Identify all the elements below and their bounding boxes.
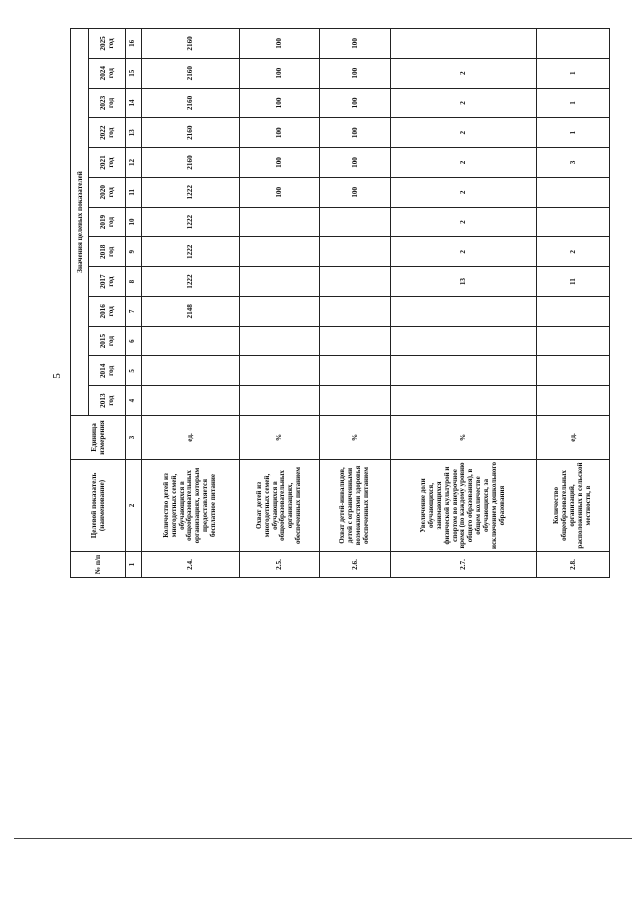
value-cell bbox=[390, 326, 536, 356]
value-cell: 2 bbox=[390, 58, 536, 88]
column-number: 8 bbox=[125, 267, 141, 297]
value-cell bbox=[390, 386, 536, 416]
header-year: 2016 год bbox=[89, 296, 126, 326]
column-number: 16 bbox=[125, 29, 141, 59]
value-cell: 100 bbox=[239, 29, 319, 59]
header-year: 2017 год bbox=[89, 267, 126, 297]
page-number: 5 bbox=[50, 373, 63, 379]
value-cell bbox=[390, 29, 536, 59]
column-number: 3 bbox=[125, 416, 141, 460]
column-number: 11 bbox=[125, 177, 141, 207]
value-cell: 2 bbox=[390, 88, 536, 118]
value-cell bbox=[239, 326, 319, 356]
value-cell: 1222 bbox=[141, 177, 239, 207]
row-number: 2.5. bbox=[239, 552, 319, 578]
table-row bbox=[141, 29, 239, 578]
value-cell bbox=[141, 326, 239, 356]
value-cell: 2 bbox=[390, 118, 536, 148]
value-cell bbox=[319, 237, 390, 267]
table-row bbox=[319, 29, 390, 578]
unit-cell: ед. bbox=[536, 416, 609, 460]
header-values-group: Значения целевых показателей bbox=[71, 29, 89, 416]
value-cell bbox=[319, 267, 390, 297]
header-year: 2020 год bbox=[89, 177, 126, 207]
value-cell: 100 bbox=[239, 118, 319, 148]
unit-cell: % bbox=[319, 416, 390, 460]
value-cell bbox=[319, 207, 390, 237]
value-cell: 1 bbox=[536, 88, 609, 118]
value-cell: 2 bbox=[390, 177, 536, 207]
value-cell: 100 bbox=[319, 148, 390, 178]
header-year: 2013 год bbox=[89, 386, 126, 416]
column-number: 14 bbox=[125, 88, 141, 118]
value-cell: 13 bbox=[390, 267, 536, 297]
page-bottom-rule bbox=[14, 838, 632, 839]
value-cell: 2 bbox=[536, 237, 609, 267]
header-indicator: Целевой показатель (наименование) bbox=[71, 460, 126, 552]
target-indicators-table bbox=[70, 28, 610, 578]
header-year: 2015 год bbox=[89, 326, 126, 356]
header-no: № п/п bbox=[71, 552, 126, 578]
column-number: 12 bbox=[125, 148, 141, 178]
row-number: 2.8. bbox=[536, 552, 609, 578]
value-cell: 100 bbox=[319, 118, 390, 148]
header-year: 2018 год bbox=[89, 237, 126, 267]
value-cell: 2148 bbox=[141, 296, 239, 326]
table-area bbox=[70, 28, 610, 578]
value-cell: 100 bbox=[239, 88, 319, 118]
value-cell: 2160 bbox=[141, 88, 239, 118]
value-cell: 100 bbox=[239, 148, 319, 178]
column-number: 6 bbox=[125, 326, 141, 356]
value-cell bbox=[239, 237, 319, 267]
value-cell: 3 bbox=[536, 148, 609, 178]
value-cell: 1 bbox=[536, 58, 609, 88]
header-year: 2014 год bbox=[89, 356, 126, 386]
value-cell: 100 bbox=[239, 177, 319, 207]
table-row bbox=[239, 29, 319, 578]
value-cell: 1 bbox=[536, 118, 609, 148]
header-year: 2019 год bbox=[89, 207, 126, 237]
value-cell: 100 bbox=[239, 58, 319, 88]
value-cell bbox=[239, 267, 319, 297]
value-cell bbox=[319, 296, 390, 326]
header-year: 2025 год bbox=[89, 29, 126, 59]
column-number: 15 bbox=[125, 58, 141, 88]
column-number: 13 bbox=[125, 118, 141, 148]
unit-cell: ед. bbox=[141, 416, 239, 460]
header-year: 2022 год bbox=[89, 118, 126, 148]
value-cell bbox=[536, 29, 609, 59]
indicator-name: Охват детей из многодетных семей, обучающихся в общеобразовательных организациях, обеспеченных питанием bbox=[239, 460, 319, 552]
value-cell: 100 bbox=[319, 177, 390, 207]
value-cell bbox=[141, 356, 239, 386]
header-year: 2021 год bbox=[89, 148, 126, 178]
value-cell: 11 bbox=[536, 267, 609, 297]
value-cell bbox=[141, 386, 239, 416]
value-cell: 2160 bbox=[141, 148, 239, 178]
value-cell: 2 bbox=[390, 207, 536, 237]
value-cell: 1222 bbox=[141, 267, 239, 297]
value-cell bbox=[239, 207, 319, 237]
value-cell: 100 bbox=[319, 29, 390, 59]
value-cell bbox=[536, 356, 609, 386]
value-cell: 1222 bbox=[141, 207, 239, 237]
value-cell: 2160 bbox=[141, 29, 239, 59]
indicator-name: Количество детей из многодетных семей, обучающихся в общеобразовательных организациях, которым предоставляется бесплатное питание bbox=[141, 460, 239, 552]
row-number: 2.7. bbox=[390, 552, 536, 578]
unit-cell: % bbox=[239, 416, 319, 460]
table-sheet bbox=[70, 28, 610, 578]
row-number: 2.4. bbox=[141, 552, 239, 578]
value-cell bbox=[536, 207, 609, 237]
indicator-name: Количество общеобразовательных организаций, расположенных в сельской местности, в bbox=[536, 460, 609, 552]
value-cell: 100 bbox=[319, 58, 390, 88]
value-cell: 2 bbox=[390, 237, 536, 267]
value-cell bbox=[536, 296, 609, 326]
row-number: 2.6. bbox=[319, 552, 390, 578]
column-number: 4 bbox=[125, 386, 141, 416]
column-number: 2 bbox=[125, 460, 141, 552]
value-cell bbox=[319, 326, 390, 356]
header-year: 2024 год bbox=[89, 58, 126, 88]
value-cell: 2160 bbox=[141, 58, 239, 88]
column-number: 5 bbox=[125, 356, 141, 386]
value-cell bbox=[319, 356, 390, 386]
table-row bbox=[536, 29, 609, 578]
value-cell: 100 bbox=[319, 88, 390, 118]
value-cell: 2160 bbox=[141, 118, 239, 148]
value-cell bbox=[239, 356, 319, 386]
column-number: 10 bbox=[125, 207, 141, 237]
table-row bbox=[390, 29, 536, 578]
indicator-name: Увеличение доли обучающихся, занимающихся физической культурой и спортом во внеурочное время (по каждому уровню общего образования), в общем количестве обучающихся, за исключением дошкольного образования bbox=[390, 460, 536, 552]
column-number: 7 bbox=[125, 296, 141, 326]
value-cell bbox=[536, 177, 609, 207]
value-cell bbox=[390, 296, 536, 326]
header-year: 2023 год bbox=[89, 88, 126, 118]
value-cell bbox=[390, 356, 536, 386]
value-cell: 2 bbox=[390, 148, 536, 178]
unit-cell: % bbox=[390, 416, 536, 460]
value-cell bbox=[239, 386, 319, 416]
column-number: 9 bbox=[125, 237, 141, 267]
column-number: 1 bbox=[125, 552, 141, 578]
value-cell bbox=[536, 326, 609, 356]
value-cell bbox=[536, 386, 609, 416]
value-cell bbox=[319, 386, 390, 416]
indicator-name: Охват детей-инвалидов, детей с ограниченными возможностями здоровья обеспеченных питанием bbox=[319, 460, 390, 552]
header-unit: Единица измерения bbox=[71, 416, 126, 460]
value-cell bbox=[239, 296, 319, 326]
value-cell: 1222 bbox=[141, 237, 239, 267]
